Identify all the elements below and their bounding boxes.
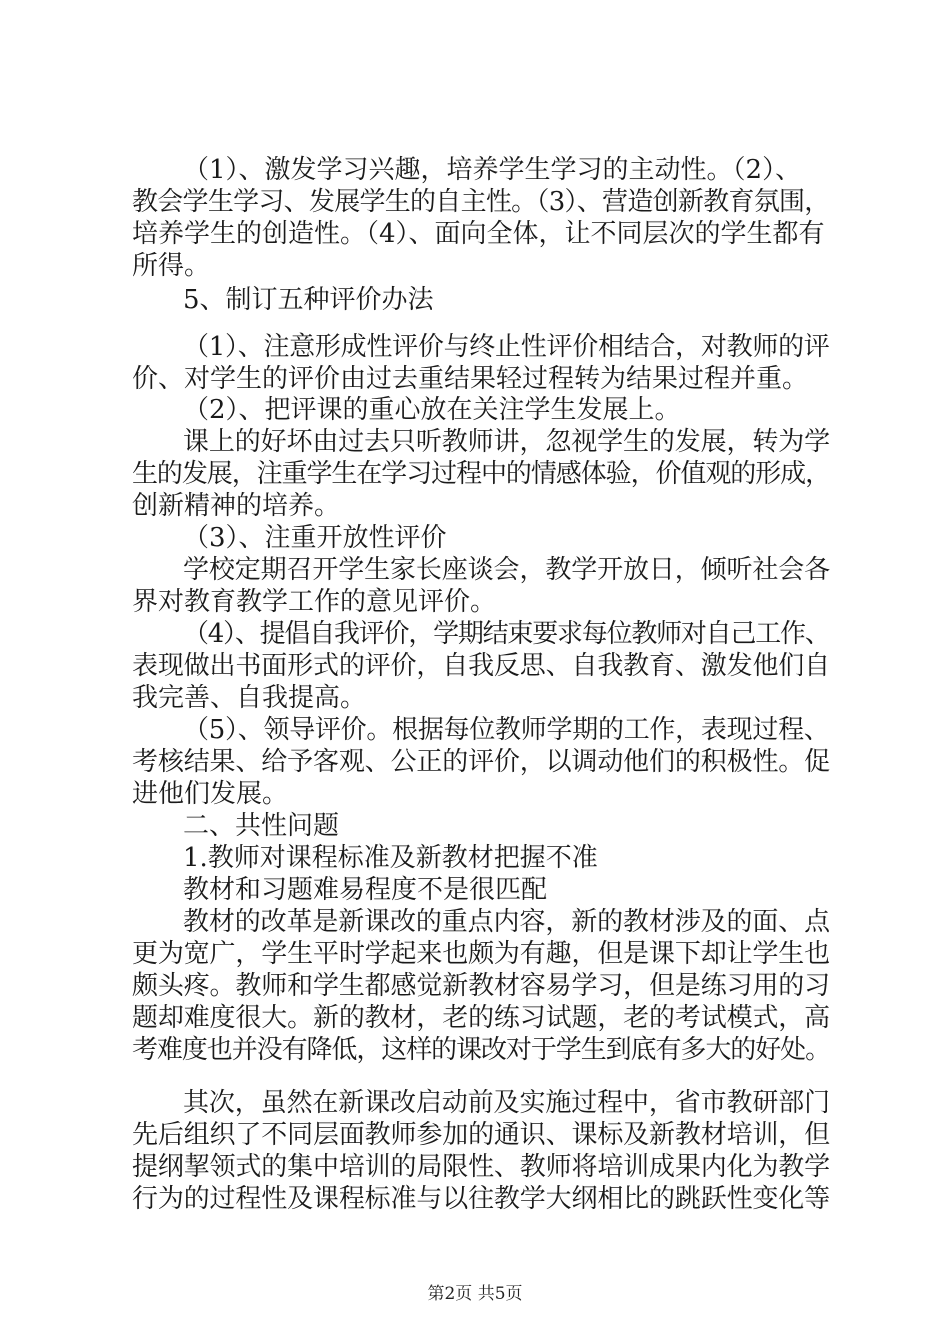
section-heading: 5、制订五种评价办法: [183, 285, 434, 315]
text-line: 所得。: [132, 251, 211, 281]
text-line: 其次，虽然在新课改启动前及实施过程中，省市教研部门: [183, 1088, 831, 1118]
text-line: 表现做出书面形式的评价，自我反思、自我教育、激发他们自: [132, 651, 831, 681]
text-line: 更为宽广，学生平时学起来也颇为有趣，但是课下却让学生也: [132, 939, 831, 969]
text-line: 考核结果、给予客观、公正的评价，以调动他们的积极性。促: [132, 747, 831, 777]
text-line: （3）、注重开放性评价: [183, 523, 447, 553]
text-line: 题却难度很大。新的教材，老的练习试题，老的考试模式，高: [132, 1003, 831, 1033]
text-line: 先后组织了不同层面教师参加的通识、课标及新教材培训，但: [132, 1120, 831, 1150]
text-line: 进他们发展。: [132, 779, 289, 809]
section-heading: 二、共性问题: [183, 811, 340, 841]
subsection-heading: 教材和习题难易程度不是很匹配: [183, 875, 548, 905]
text-line: （1）、激发学习兴趣，培养学生学习的主动性。（2）、: [183, 155, 802, 185]
text-line: 创新精神的培养。: [132, 491, 341, 521]
text-line: 界对教育教学工作的意见评价。: [132, 587, 497, 617]
text-line: 提纲挈领式的集中培训的局限性、教师将培训成果内化为教学: [132, 1152, 831, 1182]
text-line: （5）、领导评价。根据每位教师学期的工作，表现过程、: [183, 715, 830, 745]
text-line: 颇头疼。教师和学生都感觉新教材容易学习，但是练习用的习: [132, 971, 831, 1001]
text-line: 我完善、自我提高。: [132, 683, 367, 713]
text-line: 培养学生的创造性。（4）、面向全体，让不同层次的学生都有: [132, 219, 825, 249]
text-line: 教会学生学习、发展学生的自主性。（3）、营造创新教育氛围，: [132, 187, 830, 217]
text-line: （2）、把评课的重心放在关注学生发展上。: [183, 395, 681, 425]
text-line: 教材的改革是新课改的重点内容，新的教材涉及的面、点: [183, 907, 831, 937]
text-line: 行为的过程性及课程标准与以往教学大纲相比的跳跃性变化等: [132, 1184, 831, 1214]
text-line: （1）、注意形成性评价与终止性评价相结合，对教师的评: [183, 332, 830, 362]
text-line: 价、对学生的评价由过去重结果轻过程转为结果过程并重。: [132, 364, 809, 394]
page-number-footer: 第2页 共5页: [427, 1284, 523, 1304]
text-line: （4）、提倡自我评价，学期结束要求每位教师对自己工作、: [183, 619, 830, 649]
text-line: 课上的好坏由过去只听教师讲，忽视学生的发展，转为学: [183, 427, 831, 457]
text-line: 学校定期召开学生家长座谈会，教学开放日，倾听社会各: [183, 555, 831, 585]
text-line: 考难度也并没有降低，这样的课改对于学生到底有多大的好处。: [132, 1035, 831, 1065]
subsection-heading: 1.教师对课程标准及新教材把握不准: [183, 843, 598, 873]
text-line: 生的发展，注重学生在学习过程中的情感体验，价值观的形成，: [132, 459, 831, 489]
